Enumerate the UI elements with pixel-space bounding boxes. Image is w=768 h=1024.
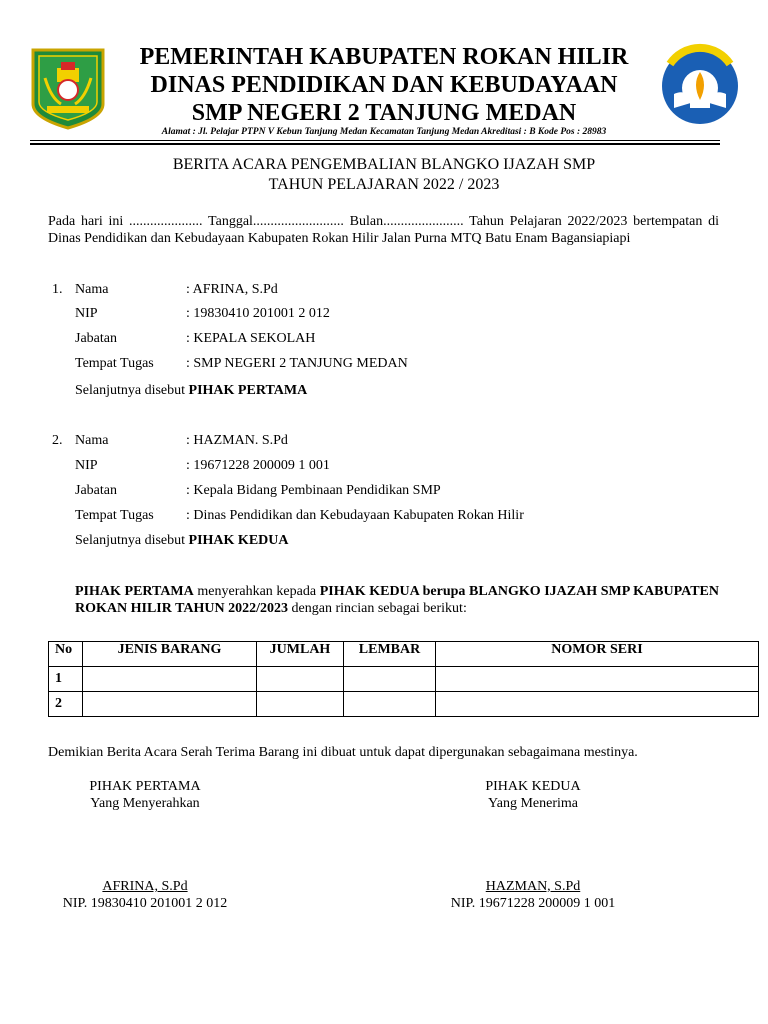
- party2-workplace-label: Tempat Tugas: [75, 508, 154, 523]
- party1-number: 1.: [52, 282, 63, 297]
- letterhead-department: DINAS PENDIDIKAN DAN KEBUDAYAAN: [150, 72, 618, 98]
- table-cell-no: 2: [49, 692, 83, 717]
- col-header-quantity: JUMLAH: [257, 642, 344, 667]
- party1-workplace-value: : SMP NEGERI 2 TANJUNG MEDAN: [186, 356, 408, 371]
- party1-name-label: Nama: [75, 282, 109, 297]
- table-cell: [436, 667, 759, 692]
- closing-statement: Demikian Berita Acara Serah Terima Barang ini dibuat untuk dapat dipergunakan sebagaimana mestinya.: [48, 745, 638, 760]
- signature-left-name: AFRINA, S.Pd: [102, 879, 188, 894]
- signature-right-role: PIHAK KEDUA: [485, 779, 581, 794]
- party2-position-value: : Kepala Bidang Pembinaan Pendidikan SMP: [186, 483, 441, 498]
- table-cell: [257, 667, 344, 692]
- letterhead-rule-thick: [30, 143, 720, 145]
- letterhead-rule-thin: [30, 140, 720, 141]
- col-header-sheets: LEMBAR: [344, 642, 436, 667]
- party2-name-label: Nama: [75, 433, 109, 448]
- letterhead-school: SMP NEGERI 2 TANJUNG MEDAN: [191, 100, 577, 126]
- col-header-item-type: JENIS BARANG: [83, 642, 257, 667]
- party1-referred: Selanjutnya disebut PIHAK PERTAMA: [75, 383, 308, 398]
- col-header-no: No: [49, 642, 83, 667]
- table-cell: [344, 667, 436, 692]
- table-cell-no: 1: [49, 667, 83, 692]
- party2-number: 2.: [52, 433, 63, 448]
- items-table: [48, 641, 759, 717]
- signature-left-nip: NIP. 19830410 201001 2 012: [62, 896, 228, 911]
- table-cell: [257, 692, 344, 717]
- signature-right-nip: NIP. 19671228 200009 1 001: [450, 896, 616, 911]
- intro-paragraph: Pada hari ini ..................... Tanggal.......................... Bulan....................... Tahun Pelajaran 2022/2023 bertempatan di Dinas Pendidikan dan Kebudayaan Kabupaten Rokan Hilir Jalan Purna MTQ Batu Enam Bagansiapiapi: [48, 214, 719, 246]
- rokan-hilir-logo: [31, 48, 105, 130]
- party2-nip-label: NIP: [75, 458, 98, 473]
- party1-position-label: Jabatan: [75, 331, 117, 346]
- handover-paragraph: PIHAK PERTAMA menyerahkan kepada PIHAK KEDUA berupa BLANGKO IJAZAH SMP KABUPATEN ROKAN HILIR TAHUN 2022/2023 dengan rincian sebagai berikut:: [75, 584, 719, 616]
- signature-left-subtitle: Yang Menyerahkan: [90, 796, 200, 811]
- signature-left-role: PIHAK PERTAMA: [89, 779, 201, 794]
- table-cell: [83, 692, 257, 717]
- table-row: [49, 667, 759, 692]
- party1-nip-value: : 19830410 201001 2 012: [186, 306, 330, 321]
- document-title: BERITA ACARA PENGEMBALIAN BLANGKO IJAZAH SMP: [172, 156, 596, 173]
- signature-right-name: HAZMAN, S.Pd: [485, 879, 581, 894]
- party2-name-value: : HAZMAN. S.Pd: [186, 433, 288, 448]
- col-header-serial-number: NOMOR SERI: [436, 642, 759, 667]
- table-cell: [83, 667, 257, 692]
- signature-right-subtitle: Yang Menerima: [488, 796, 578, 811]
- tut-wuri-handayani-logo: [660, 42, 740, 132]
- letterhead-address: Alamat : Jl. Pelajar PTPN V Kebun Tanjung Medan Kecamatan Tanjung Medan Akreditasi : B Kode Pos : 28983: [161, 127, 607, 137]
- table-header-row: [49, 642, 759, 667]
- party1-name-value: : AFRINA, S.Pd: [186, 282, 278, 297]
- table-row: [49, 692, 759, 717]
- party2-referred: Selanjutnya disebut PIHAK KEDUA: [75, 533, 289, 548]
- letterhead-government: PEMERINTAH KABUPATEN ROKAN HILIR: [139, 44, 629, 70]
- party2-workplace-value: : Dinas Pendidikan dan Kebudayaan Kabupaten Rokan Hilir: [186, 508, 524, 523]
- party1-workplace-label: Tempat Tugas: [75, 356, 154, 371]
- table-cell: [344, 692, 436, 717]
- document-subtitle: TAHUN PELAJARAN 2022 / 2023: [268, 176, 500, 193]
- party2-position-label: Jabatan: [75, 483, 117, 498]
- party1-nip-label: NIP: [75, 306, 98, 321]
- party1-position-value: : KEPALA SEKOLAH: [186, 331, 316, 346]
- table-cell: [436, 692, 759, 717]
- party2-nip-value: : 19671228 200009 1 001: [186, 458, 330, 473]
